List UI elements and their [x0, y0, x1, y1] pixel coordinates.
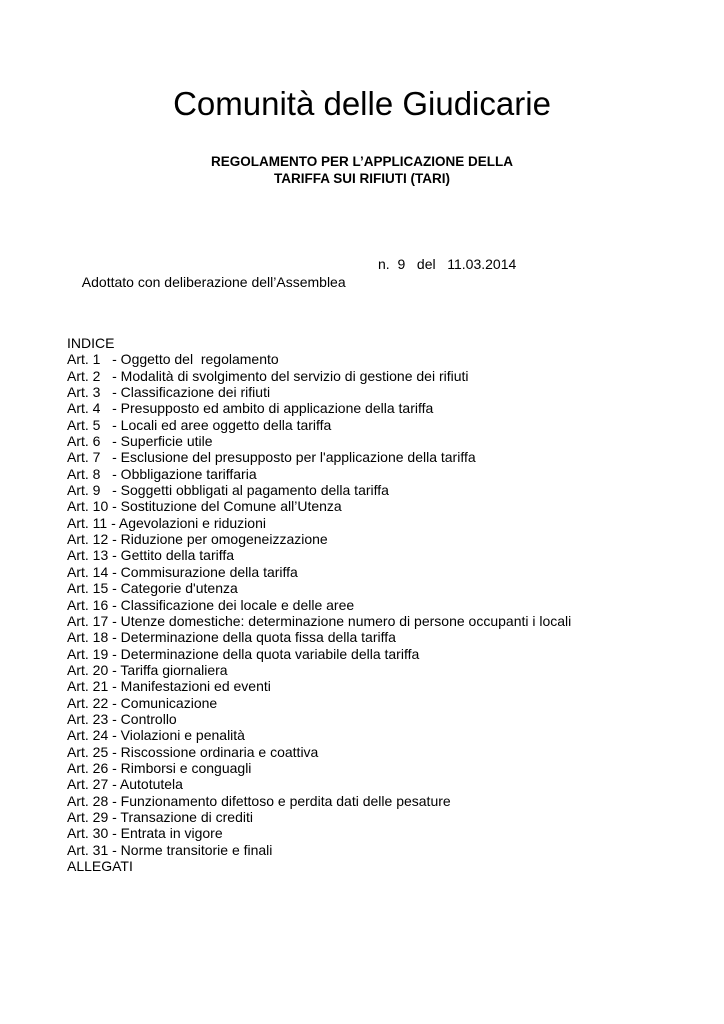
article-item: Art. 6 - Superficie utile: [67, 433, 213, 450]
regulation-title-line-2: TARIFFA SUI RIFIUTI (TARI): [274, 171, 450, 186]
adoption-text: Adottato con deliberazione dell’Assemblea: [81, 274, 346, 290]
article-item: Art. 8 - Obbligazione tariffaria: [67, 465, 257, 482]
article-item: Art. 25 - Riscossione ordinaria e coattiva: [67, 743, 319, 760]
article-item: Art. 4 - Presupposto ed ambito di applicazione della tariffa: [67, 400, 434, 417]
regulation-title-line-1: REGOLAMENTO PER L’APPLICAZIONE DELLA: [210, 154, 514, 169]
article-item: Art. 18 - Determinazione della quota fissa della tariffa: [67, 629, 396, 646]
article-item: Art. 14 - Commisurazione della tariffa: [67, 563, 298, 580]
article-list: [67, 351, 707, 858]
article-item: Art. 21 - Manifestazioni ed eventi: [67, 678, 271, 695]
article-item: Art. 16 - Classificazione dei locale e delle aree: [67, 596, 355, 613]
article-item: Art. 13 - Gettito della tariffa: [67, 547, 235, 564]
article-item: Art. 22 - Comunicazione: [67, 694, 218, 711]
attachments-label: ALLEGATI: [67, 858, 133, 874]
article-item: Art. 26 - Rimborsi e conguagli: [67, 759, 252, 776]
document-title: Comunità delle Giudicarie: [173, 85, 551, 122]
article-item: Art. 30 - Entrata in vigore: [67, 825, 223, 842]
article-item: Art. 9 - Soggetti obbligati al pagamento della tariffa: [67, 482, 389, 499]
article-item: Art. 7 - Esclusione del presupposto per l'applicazione della tariffa: [67, 449, 476, 466]
article-item: Art. 29 - Transazione di crediti: [67, 808, 253, 825]
table-of-contents: [67, 335, 707, 874]
article-item: Art. 24 - Violazioni e penalità: [67, 727, 245, 744]
article-item: Art. 20 - Tariffa giornaliera: [67, 661, 228, 678]
article-item: Art. 3 - Classificazione dei rifiuti: [67, 384, 271, 401]
article-item: Art. 19 - Determinazione della quota variabile della tariffa: [67, 645, 420, 662]
article-item: Art. 15 - Categorie d'utenza: [67, 580, 238, 597]
article-item: Art. 5 - Locali ed aree oggetto della tariffa: [67, 416, 332, 433]
article-item: Art. 2 - Modalità di svolgimento del servizio di gestione dei rifiuti: [67, 367, 469, 384]
adoption-line: [67, 255, 517, 327]
article-item: Art. 27 - Autotutela: [67, 776, 183, 793]
article-item: Art. 23 - Controllo: [67, 710, 177, 727]
article-item: Art. 28 - Funzionamento difettoso e perdita dati delle pesature: [67, 792, 451, 809]
article-item: Art. 31 - Norme transitorie e finali: [67, 841, 273, 858]
article-item: Art. 1 - Oggetto del regolamento: [67, 351, 279, 368]
adoption-number-date: n. 9 del 11.03.2014: [378, 256, 517, 272]
article-item: Art. 17 - Utenze domestiche: determinazione numero di persone occupanti i locali: [67, 612, 572, 629]
article-item: Art. 11 - Agevolazioni e riduzioni: [67, 514, 266, 531]
article-item: Art. 12 - Riduzione per omogeneizzazione: [67, 531, 328, 548]
index-heading: INDICE: [67, 335, 115, 351]
article-item: Art. 10 - Sostituzione del Comune all’Utenza: [67, 498, 342, 515]
